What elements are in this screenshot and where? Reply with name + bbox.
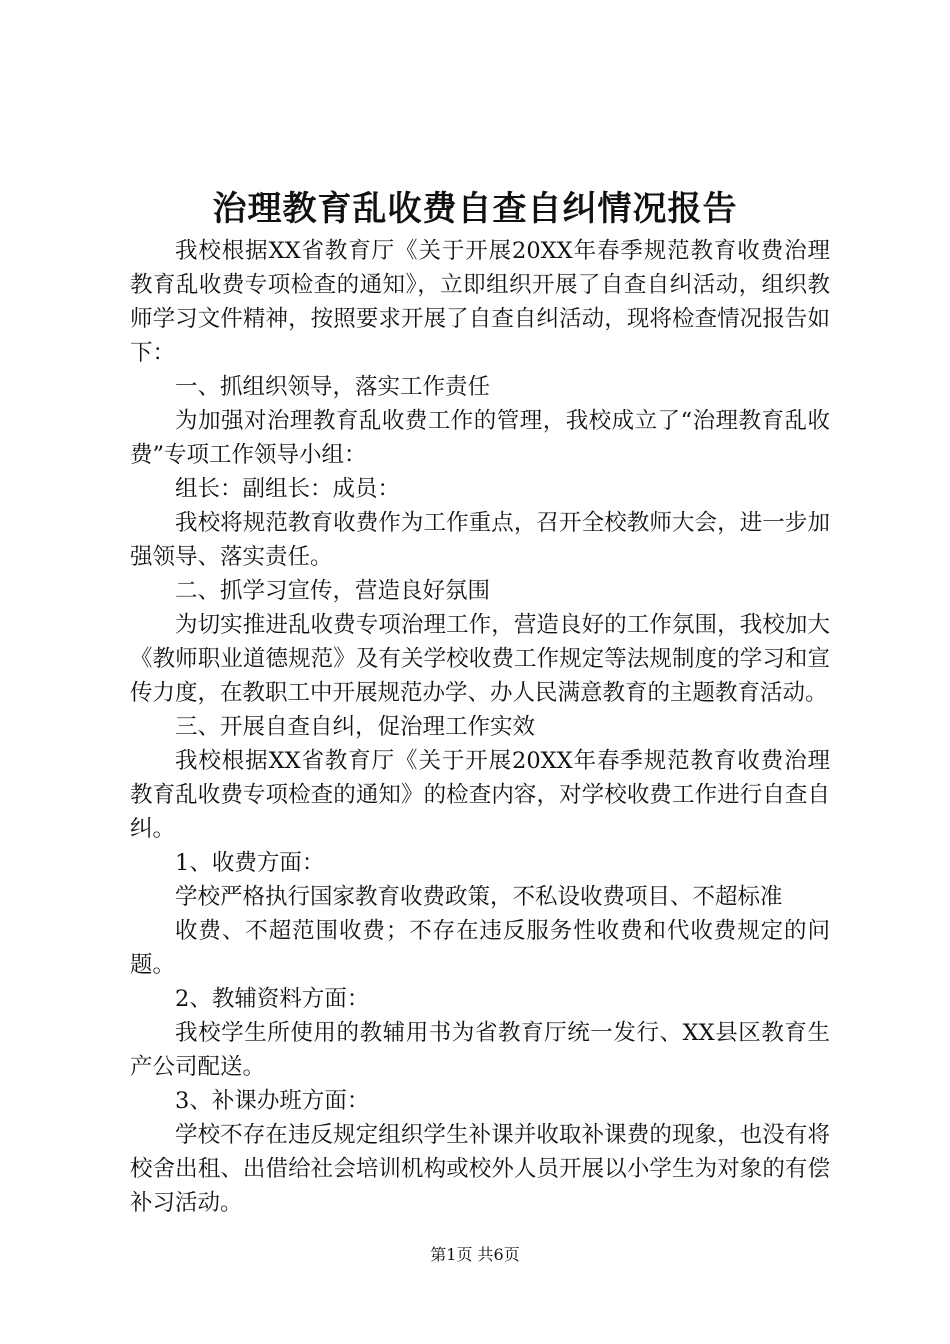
paragraph: 我校将规范教育收费作为工作重点，召开全校教师大会，进一步加强领导、落实责任。 (130, 510, 830, 570)
paragraph: 我校根据XX省教育厅《关于开展20XX年春季规范教育收费治理教育乱收费专项检查的通知》的检查内容，对学校收费工作进行自查自纠。 (130, 748, 830, 842)
paragraph-members: 组长：副组长：成员： (175, 476, 401, 502)
subheading-fees: 1、收费方面： (175, 850, 325, 876)
section-heading-3: 三、开展自查自纠，促治理工作实效 (175, 714, 536, 740)
paragraph: 学校不存在违反规定组织学生补课并收取补课费的现象，也没有将校舍出租、出借给社会培训机构或校外人员开展以小学生为对象的有偿补习活动。 (130, 1122, 830, 1216)
subheading-tutoring: 3、补课办班方面： (175, 1088, 370, 1114)
paragraph: 学校严格执行国家教育收费政策，不私设收费项目、不超标准 (175, 884, 783, 910)
paragraph: 为切实推进乱收费专项治理工作，营造良好的工作氛围，我校加大《教师职业道德规范》及有关学校收费工作规定等法规制度的学习和宣传力度，在教职工中开展规范办学、办人民满意教育的主题教育活动。 (130, 612, 830, 706)
document-body (130, 234, 830, 1220)
paragraph: 收费、不超范围收费；不存在违反服务性收费和代收费规定的问题。 (130, 918, 830, 978)
paragraph: 我校学生所使用的教辅用书为省教育厅统一发行、XX县区教育生产公司配送。 (130, 1020, 830, 1080)
paragraph-intro: 我校根据XX省教育厅《关于开展20XX年春季规范教育收费治理教育乱收费专项检查的通知》，立即组织开展了自查自纠活动，组织教师学习文件精神，按照要求开展了自查自纠活动，现将检查情况报告如下： (130, 238, 830, 366)
subheading-materials: 2、教辅资料方面： (175, 986, 370, 1012)
paragraph: 为加强对治理教育乱收费工作的管理，我校成立了“治理教育乱收费”专项工作领导小组： (130, 408, 830, 468)
section-heading-1: 一、抓组织领导，落实工作责任 (175, 374, 491, 400)
page-number-footer: 第1页 共6页 (430, 1245, 520, 1264)
document-title: 治理教育乱收费自查自纠情况报告 (212, 189, 738, 229)
section-heading-2: 二、抓学习宣传，营造良好氛围 (175, 578, 491, 604)
